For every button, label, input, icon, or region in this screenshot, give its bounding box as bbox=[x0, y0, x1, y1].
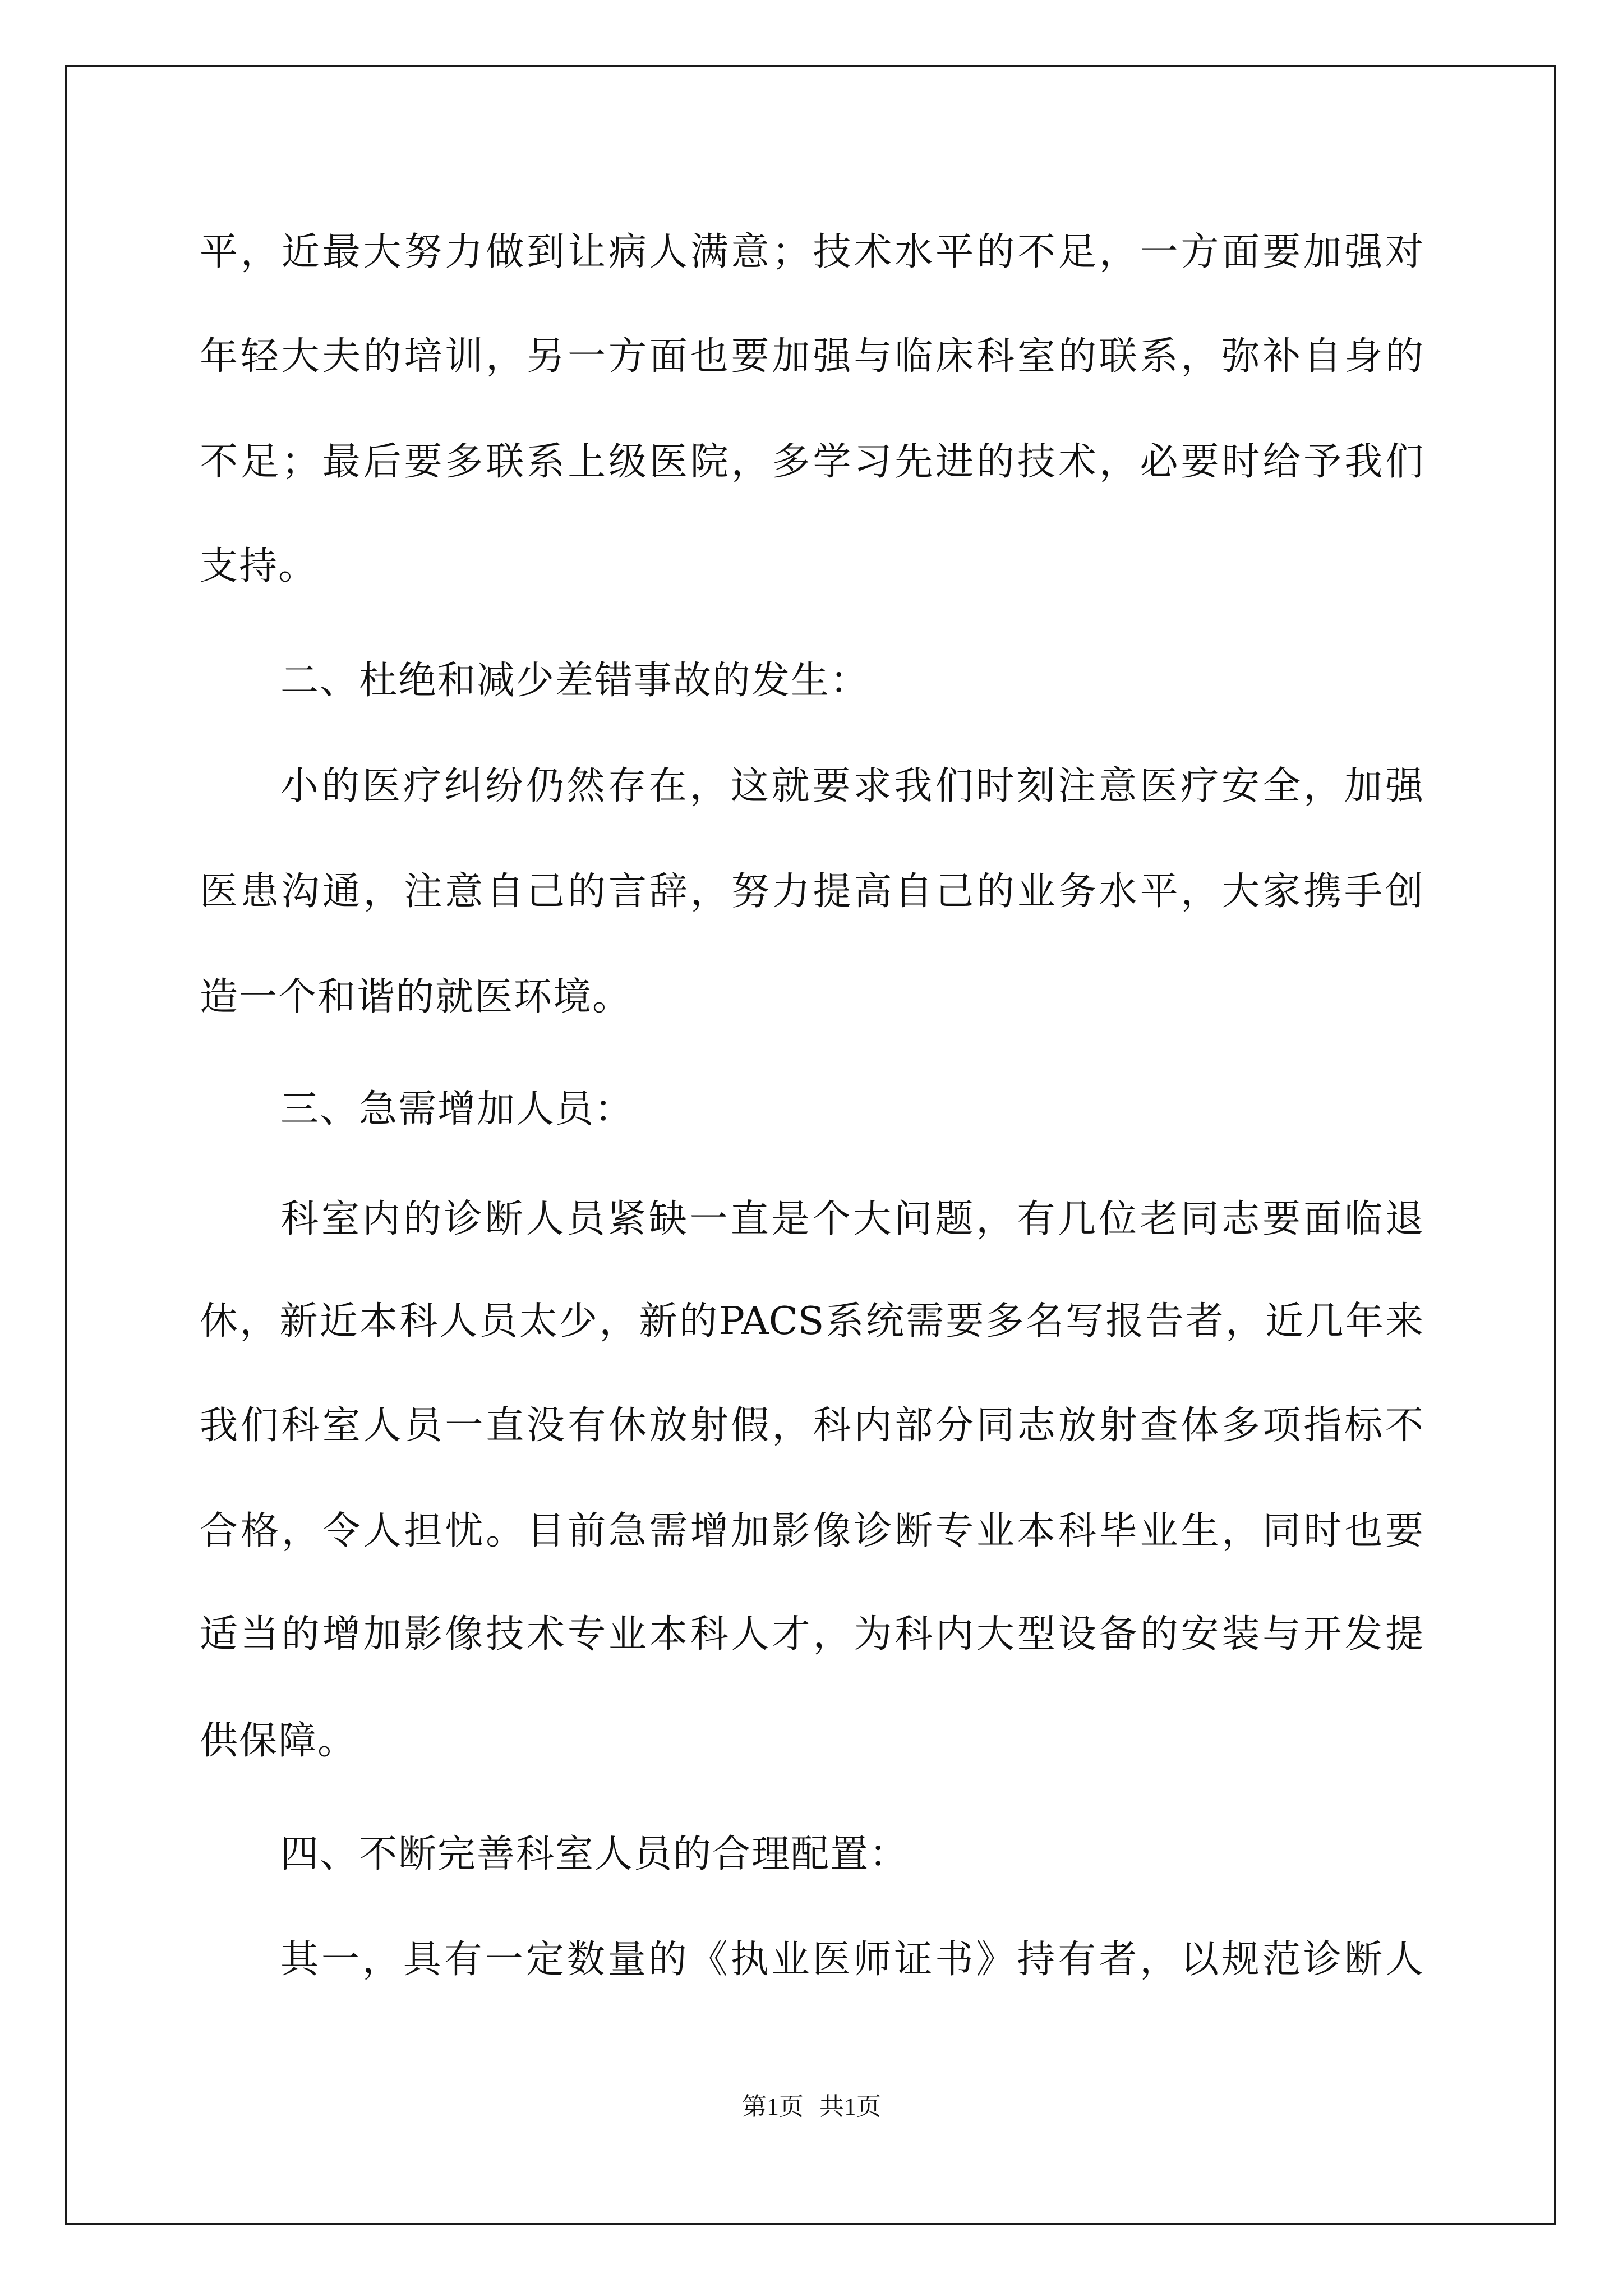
page-border bbox=[65, 65, 1556, 2225]
page-total: 共1页 bbox=[819, 2093, 881, 2120]
paragraph-line: 造一个和谐的就医环境。 bbox=[200, 975, 632, 1019]
paragraph-line: 合格，令人担忧。目前急需增加影像诊断专业本科毕业生，同时也要 bbox=[200, 1509, 1423, 1553]
section-heading: 二、杜绝和减少差错事故的发生： bbox=[280, 659, 870, 703]
section-heading: 三、急需增加人员： bbox=[280, 1087, 634, 1131]
paragraph-line: 年轻大夫的培训，另一方面也要加强与临床科室的联系，弥补自身的 bbox=[200, 334, 1423, 379]
paragraph-line: 我们科室人员一直没有休放射假，科内部分同志放射查体多项指标不 bbox=[200, 1404, 1423, 1448]
paragraph-line: 科室内的诊断人员紧缺一直是个大问题，有几位老同志要面临退 bbox=[280, 1197, 1423, 1241]
paragraph-line: 小的医疗纠纷仍然存在，这就要求我们时刻注意医疗安全，加强 bbox=[280, 764, 1423, 808]
page-footer bbox=[0, 2095, 1623, 2119]
page-number: 第1页 bbox=[742, 2093, 804, 2120]
paragraph-line: 休，新近本科人员太少，新的PACS系统需要多名写报告者，近几年来 bbox=[200, 1299, 1423, 1343]
paragraph-line: 适当的增加影像技术专业本科人才，为科内大型设备的安装与开发提 bbox=[200, 1612, 1423, 1657]
paragraph-line: 医患沟通，注意自己的言辞，努力提高自己的业务水平，大家携手创 bbox=[200, 869, 1423, 914]
paragraph-line: 平，近最大努力做到让病人满意；技术水平的不足，一方面要加强对 bbox=[200, 230, 1423, 274]
paragraph-line: 支持。 bbox=[200, 544, 318, 588]
paragraph-line: 不足；最后要多联系上级医院，多学习先进的技术，必要时给予我们 bbox=[200, 440, 1423, 484]
section-heading: 四、不断完善科室人员的合理配置： bbox=[280, 1832, 909, 1876]
paragraph-line: 供保障。 bbox=[200, 1719, 357, 1763]
paragraph-line: 其一，具有一定数量的《执业医师证书》持有者，以规范诊断人 bbox=[280, 1938, 1423, 1982]
